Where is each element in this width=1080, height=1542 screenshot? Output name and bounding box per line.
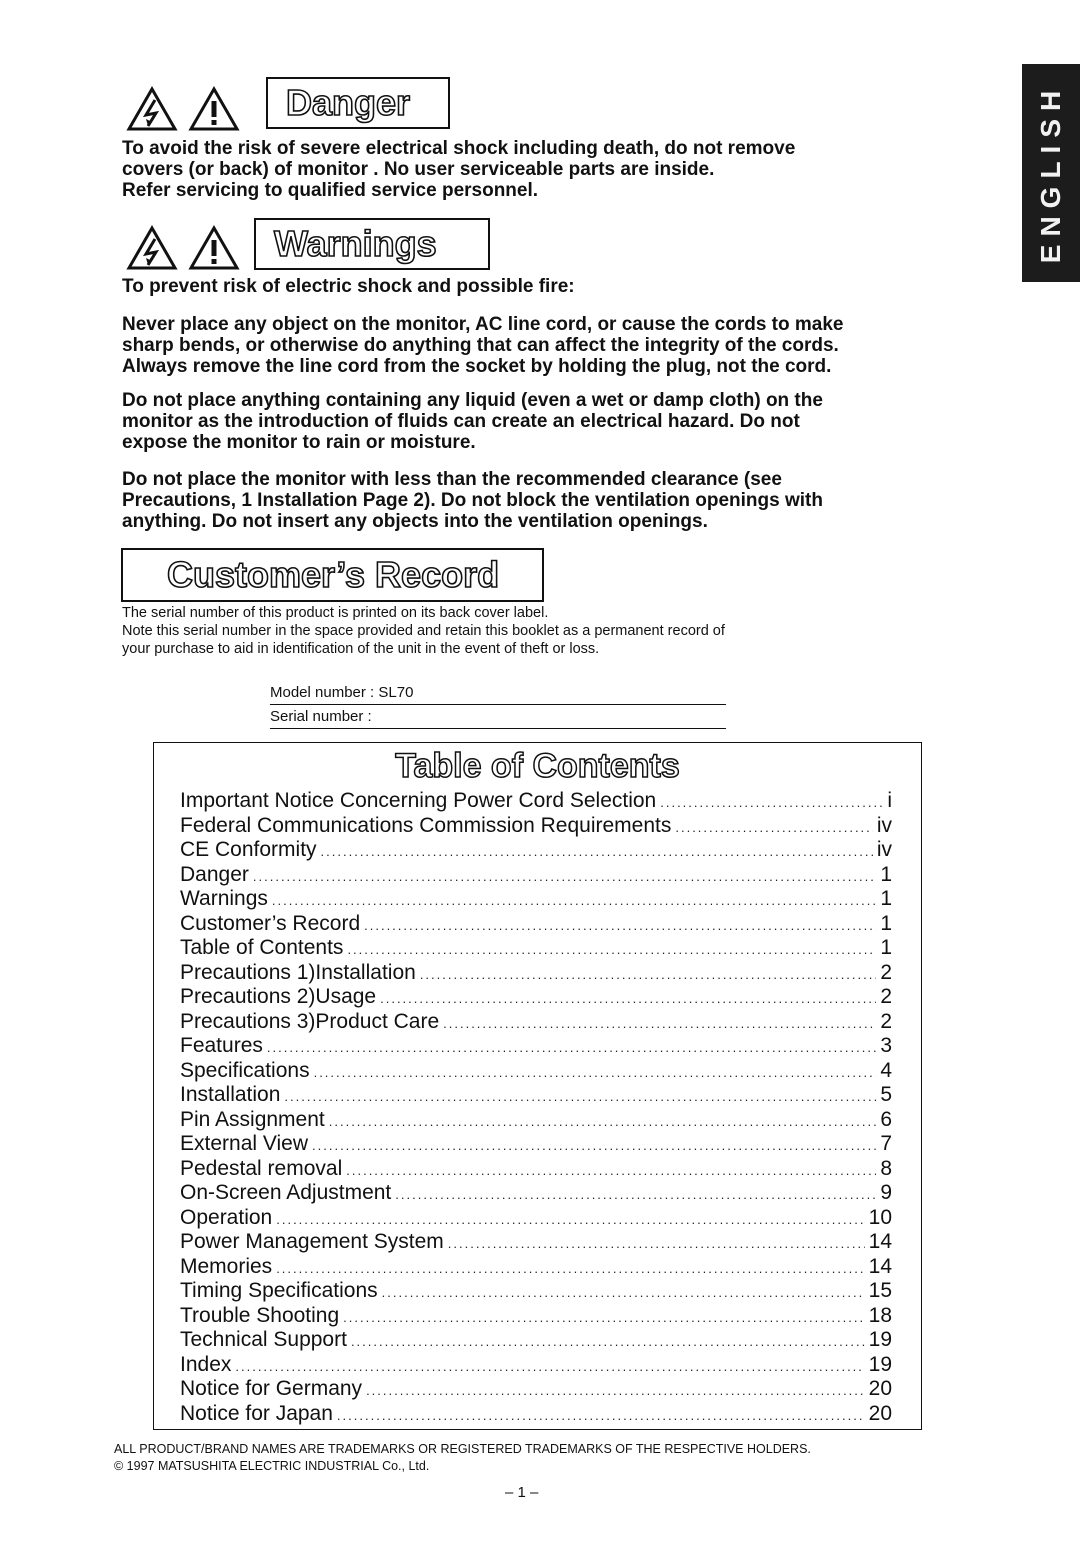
toc-leader-dots xyxy=(276,1257,864,1282)
toc-entry-label: Table of Contents xyxy=(180,936,344,959)
toc-entry-label: Precautions 2)Usage xyxy=(180,985,377,1008)
toc-leader-dots xyxy=(351,1330,865,1355)
trademark-notice: ALL PRODUCT/BRAND NAMES ARE TRADEMARKS OR REGISTERED TRADEMARKS OF THE RESPECTIVE HOLDERS. xyxy=(114,1442,811,1456)
toc-leader-dots xyxy=(253,865,876,890)
toc-entry-page: 1 xyxy=(880,862,892,886)
toc-leader-dots xyxy=(337,1404,865,1429)
toc-entry xyxy=(180,1255,892,1280)
toc-entry-page: 20 xyxy=(868,1377,892,1400)
toc-leader-dots xyxy=(267,1036,876,1061)
toc-leader-dots xyxy=(314,1061,877,1086)
toc-entry xyxy=(180,1181,892,1206)
electric-hazard-icon xyxy=(126,86,178,132)
toc-list xyxy=(180,789,892,1426)
toc-leader-dots xyxy=(235,1355,864,1380)
toc-entry-page: 19 xyxy=(868,1328,892,1351)
page-number: – 1 – xyxy=(505,1484,539,1501)
toc-leader-dots xyxy=(382,1281,865,1306)
warnings-line: sharp bends, or otherwise do anything that can affect the integrity of the cords. xyxy=(122,335,839,356)
toc-entry-label: Memories xyxy=(180,1254,273,1278)
customers-record-heading-text: Customer’s Record xyxy=(167,554,500,595)
toc-entry-label: Pin Assignment xyxy=(180,1107,325,1131)
warnings-line: Never place any object on the monitor, AC line cord, or cause the cords to make xyxy=(122,314,844,335)
toc-leader-dots xyxy=(343,1306,864,1331)
warnings-icons xyxy=(126,225,240,271)
table-of-contents xyxy=(153,742,922,1430)
toc-entry-label: Precautions 3)Product Care xyxy=(180,1009,440,1033)
toc-entry-page: 2 xyxy=(880,1009,892,1033)
toc-entry xyxy=(180,1108,892,1133)
toc-leader-dots xyxy=(366,1379,865,1404)
toc-entry-label: On-Screen Adjustment xyxy=(180,1181,392,1204)
toc-leader-dots xyxy=(443,1012,876,1037)
toc-entry-page: 4 xyxy=(880,1058,892,1082)
toc-entry xyxy=(180,1279,892,1304)
toc-entry xyxy=(180,1377,892,1402)
language-tab xyxy=(1022,64,1080,282)
danger-line: To avoid the risk of severe electrical shock including death, do not remove xyxy=(122,138,796,159)
toc-entry-page: i xyxy=(887,789,892,812)
toc-entry-label: Warnings xyxy=(180,887,268,910)
warnings-line: anything. Do not insert any objects into the ventilation openings. xyxy=(122,511,708,532)
toc-entry-label: Features xyxy=(180,1034,263,1057)
caution-icon xyxy=(188,225,240,271)
toc-entry-page: 3 xyxy=(880,1034,892,1057)
copyright-notice: © 1997 MATSUSHITA ELECTRIC INDUSTRIAL Co., Ltd. xyxy=(114,1459,430,1473)
toc-entry-page: iv xyxy=(876,838,892,861)
toc-entry-page: 19 xyxy=(868,1352,892,1376)
toc-entry-label: Notice for Japan xyxy=(180,1401,333,1425)
model-number-label: Model number : SL70 xyxy=(270,684,414,701)
toc-entry-label: Important Notice Concerning Power Cord Selection xyxy=(180,789,657,812)
serial-number-field xyxy=(270,706,726,729)
toc-entry xyxy=(180,1206,892,1231)
danger-icons xyxy=(126,86,240,132)
toc-entry-label: Pedestal removal xyxy=(180,1156,343,1180)
toc-entry xyxy=(180,1230,892,1255)
toc-title: Table of Contents xyxy=(395,747,680,785)
warnings-line: monitor as the introduction of fluids can create an electrical hazard. Do not xyxy=(122,411,800,432)
toc-leader-dots xyxy=(660,791,883,816)
toc-entry xyxy=(180,838,892,863)
record-line: Note this serial number in the space provided and retain this booklet as a permanent record of xyxy=(122,623,725,639)
warnings-line: Precautions, 1 Installation Page 2). Do not block the ventilation openings with xyxy=(122,490,823,511)
toc-entry-label: Index xyxy=(180,1352,232,1376)
toc-entry xyxy=(180,1157,892,1182)
toc-leader-dots xyxy=(276,1208,864,1233)
toc-entry xyxy=(180,1132,892,1157)
danger-line: Refer servicing to qualified service personnel. xyxy=(122,180,539,201)
toc-leader-dots xyxy=(321,840,873,865)
toc-entry-page: 1 xyxy=(880,887,892,910)
toc-leader-dots xyxy=(380,987,876,1012)
toc-entry xyxy=(180,1059,892,1084)
toc-entry-page: 18 xyxy=(868,1303,892,1327)
toc-leader-dots xyxy=(420,963,877,988)
warnings-paragraph xyxy=(122,314,982,377)
toc-entry-page: 9 xyxy=(880,1181,892,1204)
electric-hazard-icon xyxy=(126,225,178,271)
toc-entry-label: Operation xyxy=(180,1205,273,1229)
toc-entry-label: Federal Communications Commission Requirements xyxy=(180,813,672,837)
warnings-paragraph xyxy=(122,390,982,453)
serial-number-label: Serial number : xyxy=(270,708,372,725)
toc-entry xyxy=(180,1304,892,1329)
toc-leader-dots xyxy=(312,1134,876,1159)
toc-leader-dots xyxy=(284,1085,876,1110)
toc-entry xyxy=(180,1328,892,1353)
record-line: The serial number of this product is printed on its back cover label. xyxy=(122,605,549,621)
toc-leader-dots xyxy=(346,1159,876,1184)
toc-entry-label: Customer’s Record xyxy=(180,911,361,935)
warnings-line: Do not place anything containing any liquid (even a wet or damp cloth) on the xyxy=(122,390,823,411)
toc-entry-label: Technical Support xyxy=(180,1328,347,1351)
toc-entry-page: iv xyxy=(876,813,892,837)
toc-entry-label: Installation xyxy=(180,1083,281,1106)
toc-entry xyxy=(180,814,892,839)
toc-entry-page: 1 xyxy=(880,936,892,959)
toc-entry-page: 15 xyxy=(868,1279,892,1302)
toc-leader-dots xyxy=(448,1232,865,1257)
toc-leader-dots xyxy=(272,889,876,914)
toc-entry-label: Precautions 1)Installation xyxy=(180,960,416,984)
toc-entry-label: CE Conformity xyxy=(180,838,317,861)
toc-entry-label: Danger xyxy=(180,862,249,886)
warnings-line: expose the monitor to rain or moisture. xyxy=(122,432,476,453)
warnings-line: Do not place the monitor with less than the recommended clearance (see xyxy=(122,469,782,490)
danger-heading xyxy=(266,77,450,129)
toc-entry-page: 2 xyxy=(880,985,892,1008)
toc-leader-dots xyxy=(364,914,876,939)
toc-entry-label: Timing Specifications xyxy=(180,1279,378,1302)
danger-line: covers (or back) of monitor . No user serviceable parts are inside. xyxy=(122,159,715,180)
warnings-line: Always remove the line cord from the socket by holding the plug, not the cord. xyxy=(122,356,832,377)
caution-icon xyxy=(188,86,240,132)
toc-entry-page: 1 xyxy=(880,911,892,935)
customers-record-heading xyxy=(121,548,544,602)
customers-record-text xyxy=(122,604,1002,658)
language-tab-label: ENGLISH xyxy=(1035,82,1066,264)
warnings-paragraph xyxy=(122,469,982,532)
toc-entry xyxy=(180,863,892,888)
warnings-heading xyxy=(254,218,490,270)
toc-entry-page: 7 xyxy=(880,1132,892,1155)
toc-entry xyxy=(180,1353,892,1378)
toc-entry xyxy=(180,1402,892,1427)
toc-entry-label: Specifications xyxy=(180,1058,310,1082)
toc-leader-dots xyxy=(675,816,872,841)
toc-entry xyxy=(180,887,892,912)
toc-entry-page: 14 xyxy=(868,1254,892,1278)
toc-entry-label: Notice for Germany xyxy=(180,1377,363,1400)
record-line: your purchase to aid in identification of the unit in the event of theft or loss. xyxy=(122,641,600,657)
toc-leader-dots xyxy=(395,1183,876,1208)
toc-entry-page: 20 xyxy=(868,1401,892,1425)
toc-entry-page: 10 xyxy=(868,1205,892,1229)
toc-entry xyxy=(180,1034,892,1059)
toc-entry-page: 8 xyxy=(880,1156,892,1180)
toc-entry xyxy=(180,985,892,1010)
warnings-intro-text: To prevent risk of electric shock and possible fire: xyxy=(122,276,575,297)
toc-entry-label: External View xyxy=(180,1132,309,1155)
toc-entry-label: Power Management System xyxy=(180,1230,444,1253)
toc-entry-page: 5 xyxy=(880,1083,892,1106)
toc-entry-page: 6 xyxy=(880,1107,892,1131)
model-number-field xyxy=(270,682,726,705)
toc-entry xyxy=(180,912,892,937)
toc-entry xyxy=(180,961,892,986)
toc-entry xyxy=(180,789,892,814)
warnings-heading-text: Warnings xyxy=(274,223,437,264)
toc-entry xyxy=(180,936,892,961)
toc-entry-page: 2 xyxy=(880,960,892,984)
toc-entry-page: 14 xyxy=(868,1230,892,1253)
toc-entry xyxy=(180,1010,892,1035)
toc-entry-label: Trouble Shooting xyxy=(180,1303,340,1327)
toc-leader-dots xyxy=(329,1110,877,1135)
danger-text xyxy=(122,138,982,201)
danger-heading-text: Danger xyxy=(286,82,411,123)
toc-leader-dots xyxy=(347,938,876,963)
warnings-intro xyxy=(122,276,982,297)
toc-entry xyxy=(180,1083,892,1108)
